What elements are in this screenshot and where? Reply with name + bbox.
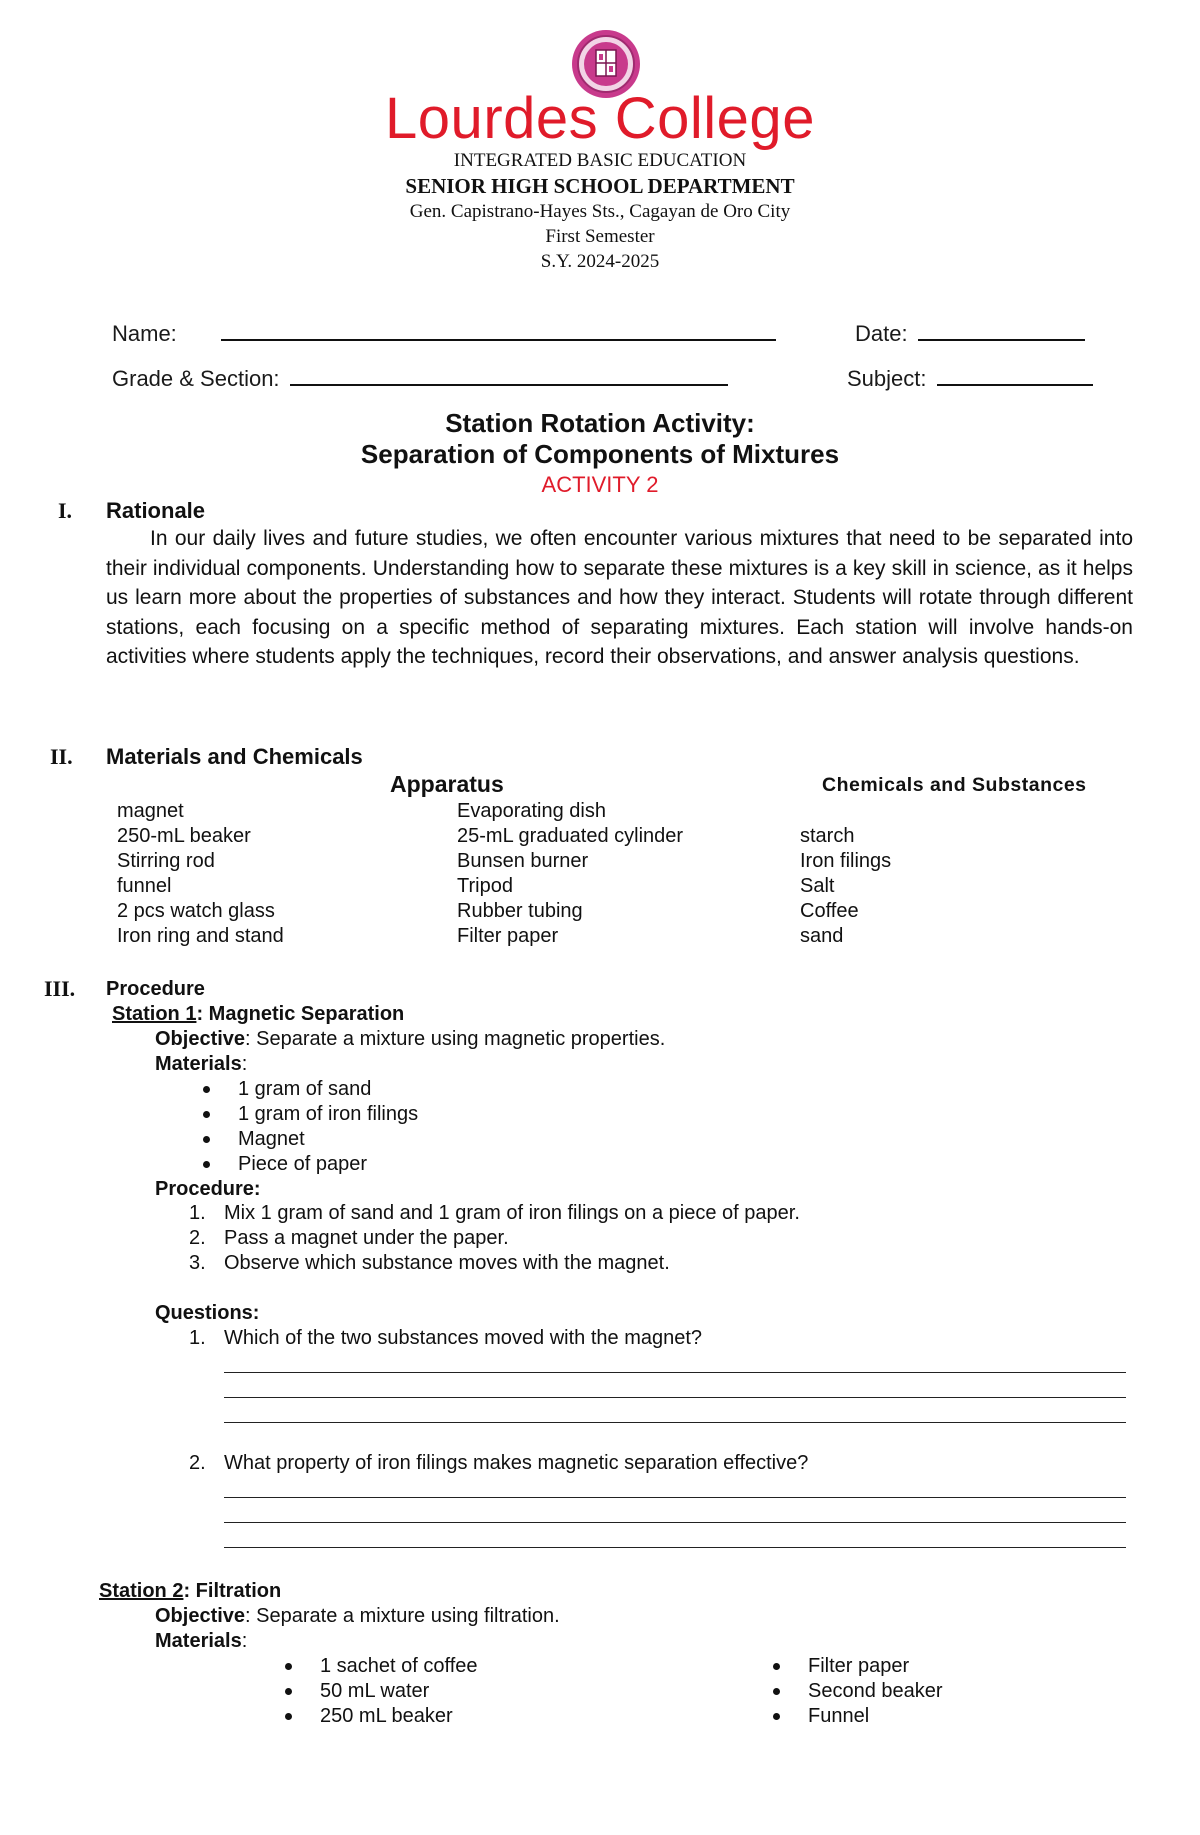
- semester: First Semester: [545, 226, 655, 247]
- apparatus-item: 2 pcs watch glass: [117, 900, 275, 922]
- step-number: 2.: [189, 1227, 206, 1249]
- bullet-icon: [203, 1111, 210, 1118]
- apparatus-heading: Apparatus: [390, 771, 504, 797]
- material-text: 50 mL water: [320, 1680, 430, 1702]
- apparatus-item: Stirring rod: [117, 850, 215, 872]
- bullet-icon: [285, 1713, 292, 1720]
- station-1-title: : Magnetic Separation: [196, 1003, 405, 1025]
- subject-blank[interactable]: [937, 364, 1093, 386]
- materials-label: Materials: [155, 1630, 242, 1652]
- station-2-heading: [99, 1579, 281, 1604]
- college-name: Lourdes College: [385, 86, 815, 151]
- material-text: 1 gram of sand: [238, 1078, 372, 1100]
- name-blank[interactable]: [221, 319, 776, 341]
- date-field: [855, 319, 1085, 348]
- apparatus-item: 250-mL beaker: [117, 825, 251, 847]
- section-numeral-1: I.: [58, 498, 73, 523]
- materials-heading: Materials and Chemicals: [106, 744, 363, 769]
- objective-text: : Separate a mixture using filtration.: [245, 1605, 560, 1627]
- materials-colon: :: [241, 1630, 248, 1652]
- bullet-icon: [203, 1086, 210, 1093]
- materials-label: Materials: [155, 1053, 242, 1075]
- station-1-procedure-label: Procedure:: [155, 1178, 261, 1200]
- apparatus-item: 25-mL graduated cylinder: [457, 825, 684, 847]
- apparatus-item: Iron ring and stand: [117, 925, 284, 947]
- apparatus-item: Bunsen burner: [457, 850, 589, 872]
- step-text: Mix 1 gram of sand and 1 gram of iron filings on a piece of paper.: [224, 1202, 800, 1224]
- objective-label: Objective: [155, 1605, 246, 1627]
- date-label: Date:: [855, 321, 908, 346]
- chemicals-heading: Chemicals and Substances: [822, 774, 1087, 796]
- bullet-icon: [203, 1161, 210, 1168]
- station-2-label: Station 2: [99, 1580, 184, 1602]
- name-field: [112, 319, 776, 348]
- station-1-objective: [155, 1027, 665, 1052]
- materials-colon: :: [241, 1053, 248, 1075]
- activity-subtitle: Separation of Components of Mixtures: [360, 439, 840, 469]
- section-numeral-2: II.: [50, 744, 73, 769]
- bullet-icon: [203, 1136, 210, 1143]
- school-address: Gen. Capistrano-Hayes Sts., Cagayan de Oro City: [409, 201, 791, 222]
- station-2-objective: [155, 1604, 560, 1629]
- material-text: Magnet: [238, 1128, 305, 1150]
- material-text: 250 mL beaker: [320, 1705, 453, 1727]
- activity-title: Station Rotation Activity:: [445, 408, 755, 438]
- subject-label: Subject:: [847, 366, 927, 391]
- answer-line[interactable]: [224, 1372, 1126, 1373]
- subject-field: [847, 364, 1093, 393]
- chemical-item: Salt: [800, 875, 835, 897]
- answer-line[interactable]: [224, 1547, 1126, 1548]
- station-1-materials-label: [155, 1052, 247, 1077]
- school-year: S.Y. 2024-2025: [540, 251, 660, 272]
- question-text: What property of iron filings makes magnetic separation effective?: [224, 1452, 809, 1474]
- apparatus-item: Filter paper: [457, 925, 559, 947]
- procedure-heading: Procedure: [106, 978, 205, 1000]
- bullet-icon: [773, 1688, 780, 1695]
- station-2-title: : Filtration: [183, 1580, 282, 1602]
- apparatus-item: Evaporating dish: [457, 800, 606, 822]
- integrated-basic-education: INTEGRATED BASIC EDUCATION: [453, 150, 747, 171]
- rationale-heading: Rationale: [106, 498, 206, 523]
- answer-line[interactable]: [224, 1497, 1126, 1498]
- bullet-icon: [285, 1663, 292, 1670]
- question-number: 2.: [189, 1452, 206, 1474]
- material-text: Funnel: [808, 1705, 870, 1727]
- answer-line[interactable]: [224, 1522, 1126, 1523]
- bullet-icon: [285, 1688, 292, 1695]
- material-text: Filter paper: [808, 1655, 910, 1677]
- apparatus-item: Tripod: [457, 875, 513, 897]
- material-text: Second beaker: [808, 1680, 943, 1702]
- step-number: 1.: [189, 1202, 206, 1224]
- apparatus-item: magnet: [117, 800, 184, 822]
- material-text: 1 gram of iron filings: [238, 1103, 419, 1125]
- step-number: 3.: [189, 1252, 206, 1274]
- date-blank[interactable]: [918, 319, 1085, 341]
- answer-line[interactable]: [224, 1397, 1126, 1398]
- name-label: Name:: [112, 321, 177, 346]
- grade-section-label: Grade & Section:: [112, 366, 280, 391]
- grade-section-field: [112, 364, 728, 393]
- chemical-item: starch: [800, 825, 855, 847]
- station-1-heading: [112, 1002, 404, 1027]
- apparatus-item: Rubber tubing: [457, 900, 583, 922]
- station-2-materials-label: [155, 1629, 247, 1654]
- rationale-text: In our daily lives and future studies, we often encounter various mixtures that need to be separated into their individual components. Understanding how to separate these mixtures is a key skill in science, as it helps us learn more about the properties of substances and how they interact. Students will rotate through different stations, each focusing on a specific method of separating mixtures. Each station will involve hands-on activities where students apply the techniques, record their observations, and answer analysis questions.: [106, 527, 1133, 668]
- question-text: Which of the two substances moved with the magnet?: [224, 1327, 703, 1349]
- chemical-item: sand: [800, 925, 844, 947]
- grade-section-blank[interactable]: [290, 364, 728, 386]
- answer-line[interactable]: [224, 1422, 1126, 1423]
- department-name: SENIOR HIGH SCHOOL DEPARTMENT: [405, 174, 795, 198]
- step-text: Pass a magnet under the paper.: [224, 1227, 509, 1249]
- chemical-item: Coffee: [800, 900, 859, 922]
- chemical-item: Iron filings: [800, 850, 892, 872]
- material-text: Piece of paper: [238, 1153, 367, 1175]
- step-text: Observe which substance moves with the magnet.: [224, 1252, 670, 1274]
- section-numeral-3: III.: [44, 976, 76, 1001]
- objective-text: : Separate a mixture using magnetic properties.: [245, 1028, 666, 1050]
- apparatus-item: funnel: [117, 875, 172, 897]
- question-number: 1.: [189, 1327, 206, 1349]
- bullet-icon: [773, 1663, 780, 1670]
- bullet-icon: [773, 1713, 780, 1720]
- objective-label: Objective: [155, 1028, 246, 1050]
- station-1-questions-label: Questions:: [155, 1302, 260, 1324]
- activity-number: ACTIVITY 2: [541, 472, 659, 497]
- material-text: 1 sachet of coffee: [320, 1655, 478, 1677]
- station-1-label: Station 1: [112, 1003, 197, 1025]
